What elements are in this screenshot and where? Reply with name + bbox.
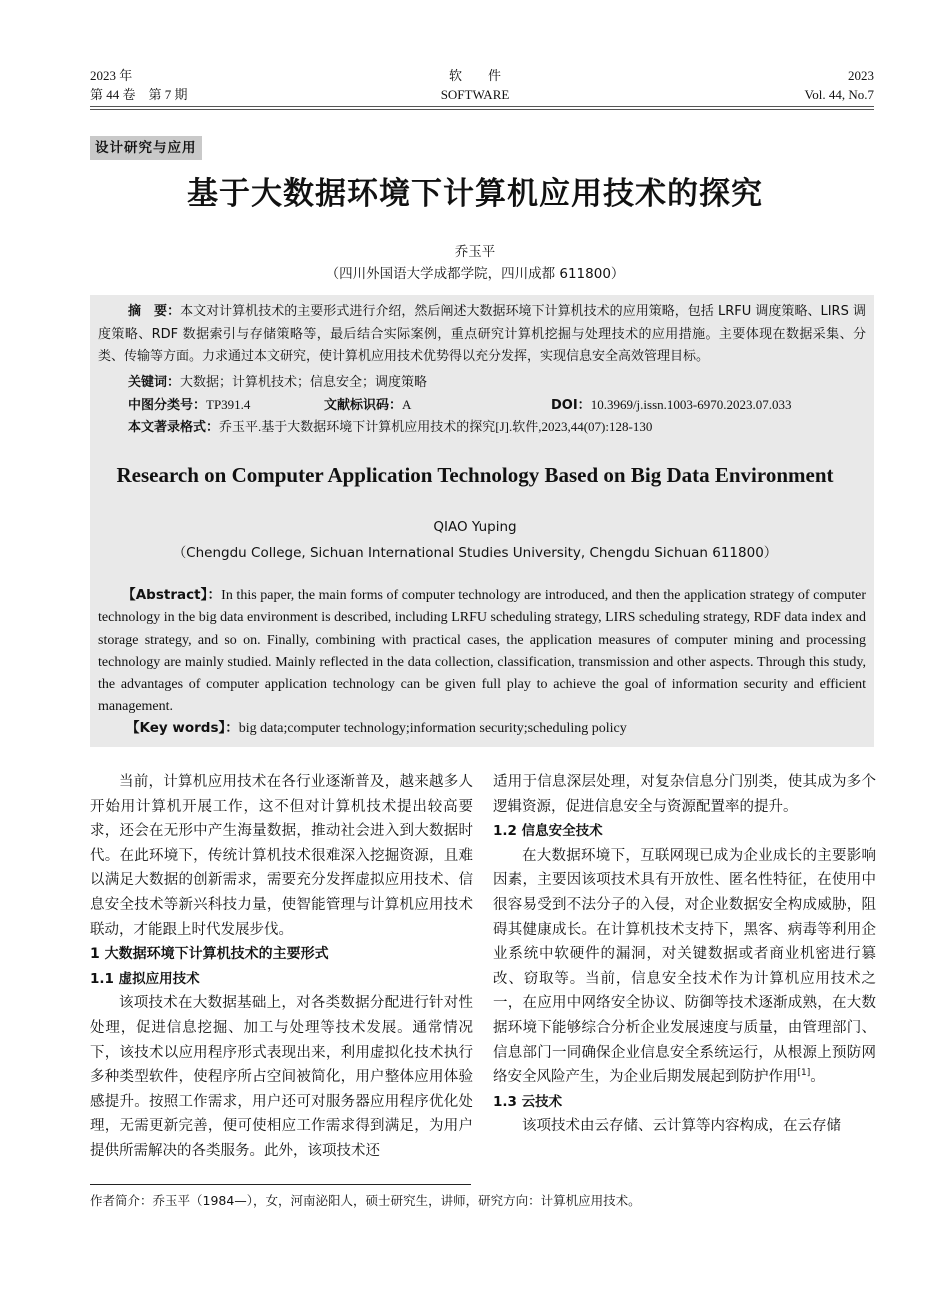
body-right-column (493, 770, 876, 1139)
paragraph-1-2 (493, 844, 876, 1090)
affiliation: （四川外国语大学成都学院，四川成都 611800） (325, 266, 625, 282)
heading-1-1: 1.1 虚拟应用技术 (90, 970, 200, 987)
header-rule-2 (90, 109, 874, 110)
doi (551, 395, 791, 416)
doi-value: 10.3969/j.issn.1003-6970.2023.07.033 (590, 397, 792, 412)
paragraph-1-2-end: 。 (810, 1069, 825, 1086)
doi-label: DOI： (551, 398, 591, 413)
journal-name-cn: 软 件 (448, 68, 501, 83)
header-volume: Vol. 44, No.7 (804, 87, 874, 102)
heading-1: 1 大数据环境下计算机技术的主要形式 (90, 946, 329, 963)
header-issue: 第 44 卷 第 7 期 (90, 87, 188, 102)
footnote-rule (90, 1184, 471, 1185)
section-tag: 设计研究与应用 (90, 136, 202, 160)
intro-paragraph: 当前，计算机应用技术在各行业逐渐普及，越来越多人开始用计算机开展工作，这不但对计算机技术提出较高要求，还会在无形中产生海量数据，推动社会进入到大数据时代。在此环境下，传统计算机技术很难深入挖掘资源，且难以满足大数据的创新需求，需要充分发挥虚拟应用技术、信息安全技术等新兴科技力量，使智能管理与计算机应用技术联动，才能跟上时代发展步伐。 (90, 774, 473, 938)
doc-code-label: 文献标识码： (324, 398, 403, 413)
keywords-cn-text: 大数据；计算机技术；信息安全；调度策略 (180, 375, 428, 390)
paragraph-1-2-text: 在大数据环境下，互联网现已成为企业成长的主要影响因素，主要因该项技术具有开放性、匿名性特征，在使用中很容易受到不法分子的入侵，对企业数据安全构成威胁，阻碍其健康成长。在计算机技术支持下，黑客、病毒等利用企业系统中软硬件的漏洞，对关键数据或者商业机密进行篡改、窃取等。当前，信息安全技术作为计算机应用技术之一，在应用中网络安全协议、防御等技术逐渐成熟，在大数据环境下能够综合分析企业发展速度与质量，由管理部门、信息部门一同确保企业信息安全系统运行，从根源上预防网络安全风险产生，为企业后期发展起到防护作用 (493, 847, 876, 1086)
header-year-right: 2023 (848, 68, 874, 83)
header-year: 2023 年 (90, 68, 133, 83)
header-rule (90, 106, 874, 107)
english-keywords-text: big data;computer technology;information security;scheduling policy (238, 721, 627, 736)
english-author: QIAO Yuping (433, 519, 517, 535)
doc-code-value: A (402, 397, 412, 412)
clc-number (128, 395, 250, 416)
header-right (805, 66, 874, 104)
citation (128, 417, 652, 438)
abstract-cn-label: 摘 要： (128, 304, 181, 319)
journal-name-en: SOFTWARE (440, 87, 510, 102)
citation-text: 乔玉平.基于大数据环境下计算机应用技术的探究[J].软件,2023,44(07):128-130 (219, 419, 653, 434)
english-affiliation: （Chengdu College, Sichuan International Studies University, Chengdu Sichuan 611800） (172, 545, 778, 561)
english-abstract (98, 584, 866, 719)
english-title: Research on Computer Application Technology Based on Big Data Environment (116, 463, 834, 487)
keywords-cn (128, 373, 427, 393)
document-code (324, 395, 411, 416)
heading-1-2: 1.2 信息安全技术 (493, 823, 603, 840)
paragraph-1-1-continued: 适用于信息深层处理，对复杂信息分门别类，使其成为多个逻辑资源，促进信息安全与资源配置率的提升。 (493, 774, 876, 815)
paragraph-1-1: 该项技术在大数据基础上，对各类数据分配进行针对性处理，促进信息挖掘、加工与处理等技术发展。通常情况下，该技术以应用程序形式表现出来，利用虚拟化技术执行多种类型软件，使程序所占空间被简化，用户整体应用体验感提升。按照工作需求，用户还可对服务器应用程序优化处理，无需更新完善，便可使相应工作需求得到满足，为用户提供所需解决的各类服务。此外，该项技术还 (90, 995, 473, 1159)
author-footnote: 作者简介：乔玉平（1984—），女，河南泌阳人，硕士研究生，讲师，研究方向：计算机应用技术。 (90, 1193, 641, 1208)
english-abstract-label: 【Abstract】： (122, 587, 222, 603)
paper-title: 基于大数据环境下计算机应用技术的探究 (187, 176, 763, 212)
english-keywords (126, 717, 627, 740)
reference-1[interactable]: [1] (797, 1068, 811, 1079)
clc-value: TP391.4 (206, 397, 251, 412)
english-keywords-label: 【Key words】： (126, 720, 239, 736)
body-left-column (90, 770, 473, 1164)
author: 乔玉平 (454, 244, 496, 260)
heading-1-3: 1.3 云技术 (493, 1093, 563, 1110)
abstract-cn (98, 301, 866, 369)
citation-label: 本文著录格式： (128, 420, 220, 435)
keywords-cn-label: 关键词： (128, 375, 181, 390)
abstract-cn-text: 本文对计算机技术的主要形式进行介绍，然后阐述大数据环境下计算机技术的应用策略，包括 LRFU 调度策略、LIRS 调度策略、RDF 数据索引与存储策略等，最后结合实际案例，重点研究计算机挖掘与处理技术的应用措施。主要体现在数据采集、分类、传输等方面。力求通过本文研究，使计算机应用技术优势得以充分发挥，实现信息安全高效管理目标。 (98, 304, 866, 364)
clc-label: 中图分类号： (128, 398, 207, 413)
paragraph-1-3: 该项技术由云存储、云计算等内容构成，在云存储 (522, 1118, 841, 1135)
english-abstract-text: In this paper, the main forms of computer technology are introduced, and then the application strategy of computer technology in the big data environment is described, including LRFU scheduling strategy, LIRS scheduling strategy, RDF data index and storage strategy, and so on. Finally, combining with practical cases, the application measures of computer mining and processing technology are mainly studied. Mainly reflected in the data collection, classification, transmission and other aspects. Through this study, the advantages of computer application technology can be given full play to achieve the goal of information security and efficient management. (98, 588, 866, 715)
